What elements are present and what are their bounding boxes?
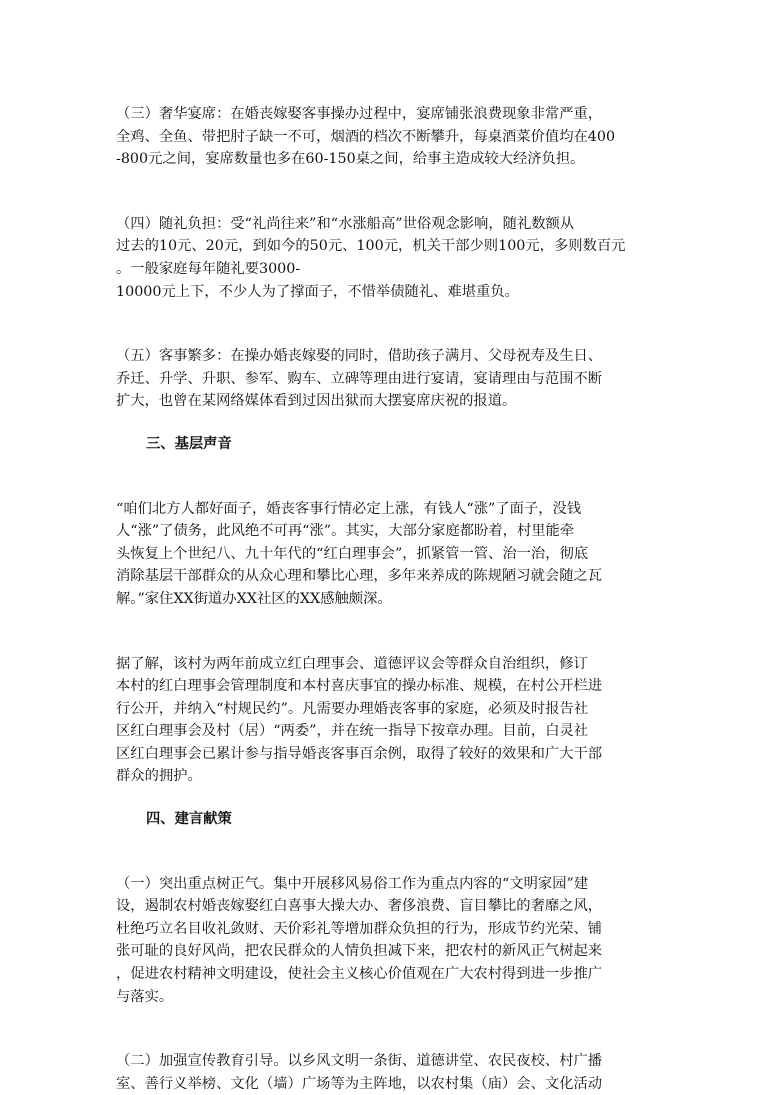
document-page	[116, 103, 656, 1095]
paragraph-village-council: 据了解，该村为两年前成立红白理事会、道德评议会等群众自治组织，修订 本村的红白理事会管理制度和本村喜庆事宜的操办标准、规模，在村公开栏进 行公开，并纳入“村规民约”。凡需要办理婚丧客事的家庭，必须及时报告社 区红白理事会及村（居）“两委”，并在统一指导下按章办理。目前，白灵社 区红白理事会已累计参与指导婚丧客事百余例，取得了较好的效果和广大干部 群众的拥护。	[116, 655, 603, 785]
section-heading-grassroots-voices: 三、基层声音	[146, 435, 232, 452]
paragraph-extravagant-banquets: （三）奢华宴席：在婚丧嫁娶客事操办过程中，宴席铺张浪费现象非常严重， 全鸡、全鱼、带把肘子缺一不可，烟酒的档次不断攀升，每桌酒菜价值均在400 -800元之间，宴席数量也多在60-150桌之间，给事主造成较大经济负担。	[116, 106, 616, 168]
paragraph-resident-quote: “咱们北方人都好面子，婚丧客事行情必定上涨，有钱人“涨”了面子，没钱 人“涨”了债务，此风绝不可再“涨”。其实，大部分家庭都盼着，村里能牵 头恢复上个世纪八、九十年代的“红白理事会”，抓紧管一管、治一治，彻底 消除基层干部群众的从众心理和攀比心理，多年来养成的陈规陋习就会随之瓦 解。”家住XX街道办XX社区的XX感触颇深。	[116, 500, 603, 607]
paragraph-suggestion-one: （一）突出重点树正气。集中开展移风易俗工作为重点内容的“文明家园”建 设，遏制农村婚丧嫁娶红白喜事大操大办、奢侈浪费、盲目攀比的奢靡之风， 杜绝巧立名目收礼敛财、天价彩礼等增加群众负担的行为，形成节约光荣、铺 张可耻的良好风尚，把农民群众的人情负担减下来，把农村的新风正气树起来 ，促进农村精神文明建设，使社会主义核心价值观在广大农村得到进一步推广 与落实。	[116, 875, 603, 1005]
paragraph-suggestion-two: （二）加强宣传教育引导。以乡风文明一条街、道德讲堂、农民夜校、村广播 室、善行义举榜、文化（墙）广场等为主阵地，以农村集（庙）会、文化活动	[116, 1053, 603, 1092]
section-heading-suggestions: 四、建言献策	[146, 811, 232, 828]
paragraph-gift-money-burden: （四）随礼负担：受“礼尚往来”和“水涨船高”世俗观念影响，随礼数额从 过去的10元、20元，到如今的50元、100元，机关干部少则100元，多则数百元 。一般家庭每年随礼要3000- 10000元上下，不少人为了撑面子，不惜举债随礼、难堪重负。	[116, 215, 626, 300]
paragraph-frequent-events: （五）客事繁多：在操办婚丧嫁娶的同时，借助孩子满月、父母祝寿及生日、 乔迁、升学、升职、参军、购车、立碑等理由进行宴请，宴请理由与范围不断 扩大，也曾在某网络媒体看到过因出狱而大摆宴席庆祝的报道。	[116, 348, 603, 410]
